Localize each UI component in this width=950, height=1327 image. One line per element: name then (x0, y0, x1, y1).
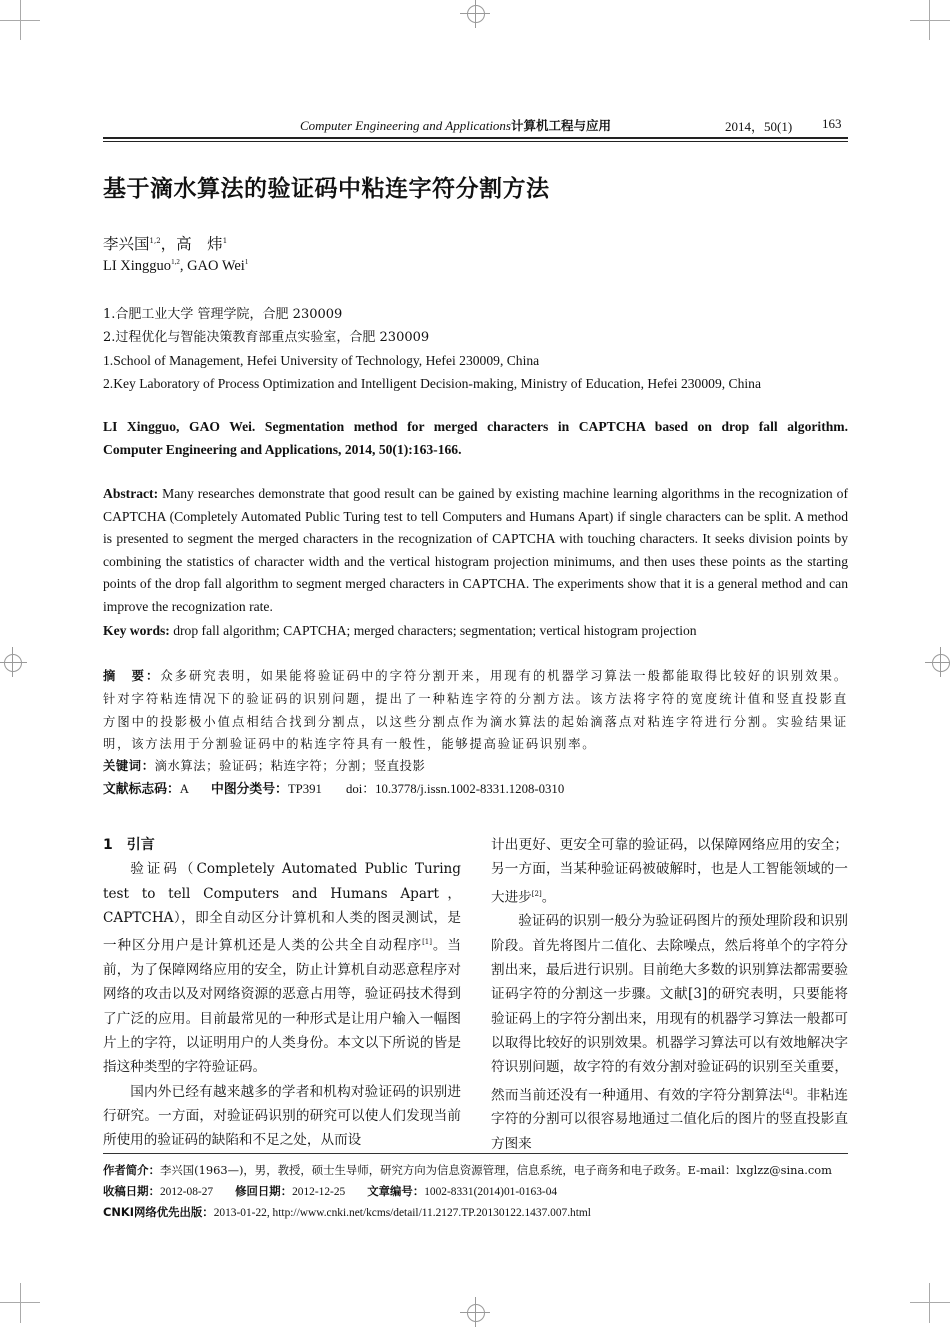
cnki-info: 2013-01-22, http://www.cnki.net/kcms/detail/11.2127.TP.20130122.1437.007.html (213, 1207, 591, 1219)
body-left-column (103, 833, 461, 1152)
author-cn-1: 李兴国 (103, 235, 150, 253)
author-en-2-affil: 1 (244, 258, 249, 267)
registration-mark-right (925, 647, 950, 677)
affiliation-cn-1: 1.合肥工业大学 管理学院，合肥 230009 (103, 307, 343, 322)
doc-code: A (179, 782, 190, 796)
keywords-cn-text: 滴水算法；验证码；粘连字符；分割；竖直投影 (154, 759, 426, 773)
citation-block (103, 415, 848, 461)
keywords-en-label: Key words: (103, 623, 170, 638)
paragraph: 国内外已经有越来越多的学者和机构对验证码的识别进行研究。一方面，对验证码识别的研究可以使人们发现当前所使用的验证码的缺陷和不足之处，从而设 (103, 1083, 461, 1149)
journal-name-en: Computer Engineering and Applications (300, 118, 511, 133)
paragraph-text: 。 (541, 889, 556, 906)
authors-cn (103, 232, 227, 254)
affiliation-cn-2: 2.过程优化与智能决策教育部重点实验室，合肥 230009 (103, 330, 430, 345)
author-en-2: GAO Wei (187, 258, 245, 274)
abstract-cn-text: 众多研究表明，如果能将验证码中的字符分割开来，用现有的机器学习算法一般都能取得比较好的识别效果。针对字符粘连情况下的验证码的识别问题，提出了一种粘连字符的分割方法。该方法将字符的宽度统计值和竖直投影直方图中的投影极小值点相结合找到分割点，以这些分割点作为滴水算法的起始滴落点对粘连字符进行分割。实验结果证明，该方法用于分割验证码中的粘连字符具有一般性，能够提高验证码识别率。 (103, 669, 848, 752)
crop-mark (929, 1283, 930, 1323)
clc-number: TP391 (287, 782, 322, 796)
author-en-1: LI Xingguo (103, 258, 172, 274)
abstract-en-text: Many researches demonstrate that good result can be gained by existing machine learning algorithms in the recognization of CAPTCHA (Completely Automated Public Turing test to tell Computers and Humans Apart) if single characters can be split. A method is presented to segment the merged characters in the recognization of CAPTCHA with touching characters. It seeks division points by combining the statistics of character width and the vertical histogram projection minimums, and then uses these points as the starting points of the drop fall algorithm to segment merged characters in CAPTCHA. The experiments show that it is a general method and can improve the recognization rate. (103, 486, 848, 614)
paper-title: 基于滴水算法的验证码中粘连字符分割方法 (103, 176, 550, 202)
classification-line (103, 778, 564, 801)
keywords-en-text: drop fall algorithm; CAPTCHA; merged characters; segmentation; vertical histogram projection (173, 623, 697, 638)
crop-mark (0, 1302, 40, 1303)
citation-line-1: LI Xingguo, GAO Wei. Segmentation method for merged characters in CAPTCHA based on drop fall algorithm. (103, 419, 848, 434)
issue-info: 2014，50(1) (725, 119, 793, 134)
registration-mark-left (0, 647, 27, 677)
doc-code-label: 文献标志码： (103, 782, 180, 797)
affiliations (103, 303, 761, 395)
paragraph (491, 833, 848, 909)
dates-line (103, 1181, 853, 1203)
doi: 10.3778/j.issn.1002-8331.1208-0310 (375, 782, 565, 796)
registration-mark-top (460, 0, 490, 28)
header-rule-thin (103, 141, 848, 142)
author-en-1-affil: 1,2 (171, 258, 180, 267)
citation-ref: [2] (531, 889, 542, 898)
keywords-cn (103, 755, 425, 777)
revised-date: 2012-12-25 (292, 1186, 346, 1198)
keywords-cn-label: 关键词： (103, 759, 155, 773)
doi-label: doi： (345, 782, 376, 796)
citation-line-2: Computer Engineering and Applications, 2014, 50(1):163-166. (103, 442, 462, 457)
bio-text: 李兴国(1963—)，男，教授，硕士生导师，研究方向为信息资源管理，信息系统，电子商务和电子政务。E-mail：lxglzz@sina.com (159, 1163, 832, 1177)
crop-mark (0, 20, 40, 21)
article-number-label: 文章编号： (367, 1184, 425, 1198)
revised-label: 修回日期： (235, 1184, 293, 1198)
author-cn-2-affil: 1 (222, 236, 228, 245)
paragraph-text: 验证码（Completely Automated Public Turing test to tell Computers and Humans Apart，CAPTCHA），即全自动区分计算机和人类的图灵测试，是一种区分用户是计算机还是人类的公共全自动程序 (103, 861, 461, 954)
keywords-en (103, 620, 848, 642)
paragraph (491, 909, 848, 1156)
journal-name-cn: 计算机工程与应用 (511, 118, 612, 133)
author-bio (103, 1160, 853, 1181)
body-right-column (491, 833, 848, 1156)
affiliation-en-1: 1.School of Management, Hefei University of Technology, Hefei 230009, China (103, 353, 540, 368)
paragraph-text: 。非粘连字符的分割可以很容易地通过二值化后的图片的竖直投影直方图来 (491, 1087, 849, 1152)
clc-label: 中图分类号： (211, 782, 288, 797)
abstract-cn (103, 665, 848, 756)
cnki-line (103, 1202, 853, 1224)
affiliation-en-2: 2.Key Laboratory of Process Optimization and Intelligent Decision-making, Ministry of Education, Hefei 230009, China (103, 376, 762, 391)
bio-label: 作者简介： (103, 1163, 160, 1177)
abstract-en-label: Abstract: (103, 486, 159, 501)
author-cn-1-affil: 1,2 (149, 236, 161, 245)
author-separator: , (179, 258, 188, 274)
abstract-en (103, 483, 848, 619)
paragraph (103, 857, 461, 1079)
footnote-rule (103, 1153, 848, 1154)
cnki-label: CNKI网络优先出版： (103, 1205, 214, 1219)
citation-ref: [4] (782, 1087, 793, 1096)
authors-en (103, 258, 248, 275)
citation-ref: [1] (422, 938, 432, 947)
paragraph-text: 验证码的识别一般分为验证码图片的预处理阶段和识别阶段。首先将图片二值化、去除噪点，然后将单个的字符分割出来，最后进行识别。目前绝大多数的识别算法都需要验证码字符的分割这一步骤。文献[3]的研究表明，只要能将验证码上的字符分割出来，用现有的机器学习算法一般都可以取得比较好的识别效果。机器学习算法可以有效地解决字符识别问题，故字符的有效分割对验证码的识别至关重要，然而当前还没有一种通用、有效的字符分割算法 (491, 913, 848, 1104)
received-label: 收稿日期： (103, 1184, 160, 1198)
crop-mark (910, 20, 950, 21)
author-separator: ， (160, 235, 177, 253)
section-heading: 1 引言 (103, 837, 155, 853)
author-cn-2: 高 炜 (176, 235, 223, 253)
received-date: 2012-08-27 (159, 1186, 214, 1198)
page-number: 163 (822, 116, 842, 131)
paragraph-text: 。当前，为了保障网络应用的安全，防止计算机自动恶意程序对网络的攻击以及对网络资源的恶意占用等，验证码技术得到了广泛的应用。目前最常见的一种形式是让用户输入一幅图片上的字符，以证明用户的人类身份。本文以下所说的皆是指这种类型的字符验证码。 (103, 937, 462, 1076)
abstract-cn-label: 摘 要： (103, 669, 161, 683)
running-header (300, 116, 611, 134)
crop-mark (910, 1302, 950, 1303)
crop-mark (20, 1283, 21, 1323)
article-number: 1002-8331(2014)01-0163-04 (424, 1186, 558, 1198)
header-rule (103, 137, 848, 139)
paragraph-text: 计出更好、更安全可靠的验证码，以保障网络应用的安全；另一方面，当某种验证码被破解时，也是人工智能领域的一大进步 (491, 837, 848, 906)
